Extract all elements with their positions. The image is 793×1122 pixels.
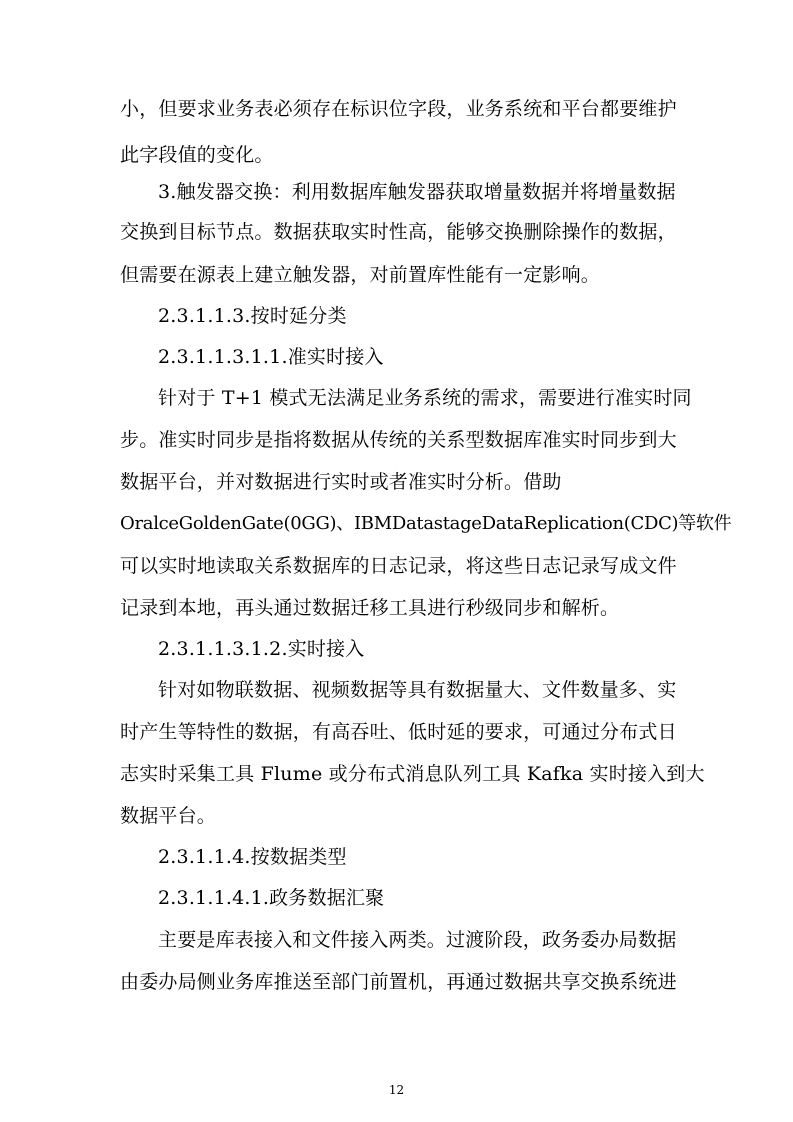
paragraph-line: 可以实时地读取关系数据库的日志记录，将这些日志记录写成文件 — [120, 555, 677, 577]
paragraph-line: 由委办局侧业务库推送至部门前置机，再通过数据共享交换系统进 — [120, 971, 677, 993]
paragraph-line: 数据平台。 — [120, 805, 217, 827]
paragraph-line: 时产生等特性的数据，有高吞吐、低时延的要求，可通过分布式日 — [120, 721, 677, 743]
section-heading: 2.3.1.1.4.按数据类型 — [158, 846, 347, 868]
paragraph-line: 3.触发器交换：利用数据库触发器获取增量数据并将增量数据 — [158, 181, 676, 203]
paragraph-line: 小，但要求业务表必须存在标识位字段，业务系统和平台都要维护 — [120, 98, 677, 120]
paragraph-line: 主要是库表接入和文件接入两类。过渡阶段，政务委办局数据 — [158, 929, 677, 951]
page-number: 12 — [388, 1083, 405, 1097]
paragraph-line: OralceGoldenGate(0GG)、IBMDatastageDataReplication(CDC)等软件 — [120, 513, 732, 534]
section-heading: 2.3.1.1.4.1.政务数据汇聚 — [158, 887, 385, 909]
paragraph-line: 数据平台，并对数据进行实时或者准实时分析。借助 — [120, 471, 562, 493]
paragraph-line: 记录到本地，再头通过数据迁移工具进行秒级同步和解析。 — [120, 597, 620, 619]
section-heading: 2.3.1.1.3.1.1.准实时接入 — [158, 346, 384, 368]
section-heading: 2.3.1.1.3.1.2.实时接入 — [158, 638, 365, 660]
paragraph-line: 交换到目标节点。数据获取实时性高，能够交换删除操作的数据， — [120, 221, 677, 243]
paragraph-line: 但需要在源表上建立触发器，对前置库性能有一定影响。 — [120, 264, 601, 286]
section-heading: 2.3.1.1.3.按时延分类 — [158, 305, 347, 327]
paragraph-line: 针对于 T+1 模式无法满足业务系统的需求，需要进行准实时同 — [158, 387, 692, 409]
paragraph-line: 步。准实时同步是指将数据从传统的关系型数据库准实时同步到大 — [120, 429, 677, 451]
paragraph-line: 针对如物联数据、视频数据等具有数据量大、文件数量多、实 — [158, 679, 677, 701]
paragraph-line: 志实时采集工具 Flume 或分布式消息队列工具 Kafka 实时接入到大 — [120, 763, 705, 785]
paragraph-line: 此字段值的变化。 — [120, 144, 274, 166]
